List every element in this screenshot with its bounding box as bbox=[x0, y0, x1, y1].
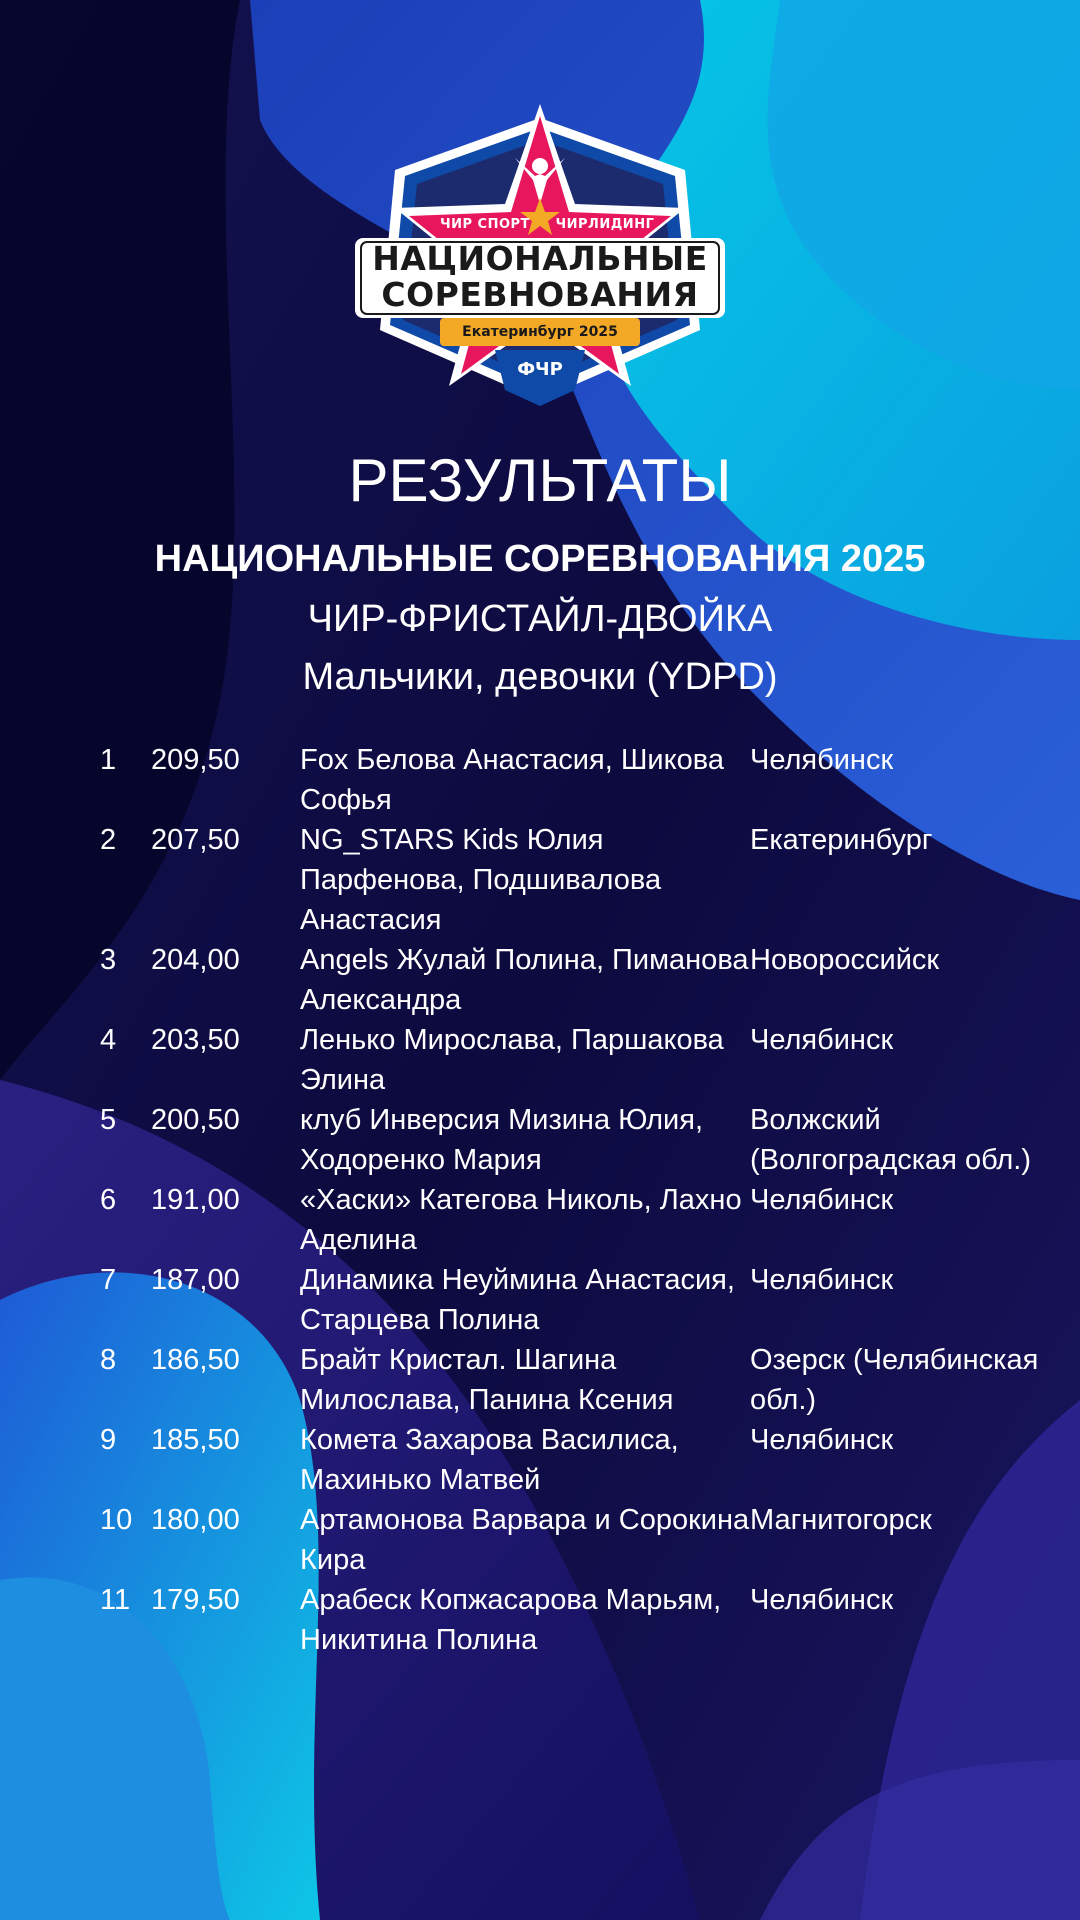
result-place: 4 bbox=[100, 1024, 117, 1056]
result-place: 9 bbox=[100, 1424, 117, 1456]
result-team: Комета Захарова Василиса, Махинько Матвей bbox=[300, 1424, 679, 1496]
result-city: Челябинск bbox=[750, 1264, 894, 1296]
result-score: 187,00 bbox=[151, 1264, 240, 1296]
logo-org: ФЧР bbox=[517, 359, 563, 380]
result-place: 11 bbox=[100, 1584, 131, 1616]
result-city: Челябинск bbox=[750, 1584, 894, 1616]
result-city: Волжский (Волгоградская обл.) bbox=[750, 1104, 1032, 1176]
event-logo bbox=[355, 100, 725, 420]
result-score: 186,50 bbox=[151, 1344, 240, 1376]
result-score: 207,50 bbox=[151, 824, 240, 856]
result-team: Ленько Мирослава, Паршакова Элина bbox=[300, 1024, 724, 1096]
result-row bbox=[0, 740, 1080, 820]
logo-title-line1: НАЦИОНАЛЬНЫЕ bbox=[372, 239, 708, 278]
result-row bbox=[0, 1500, 1080, 1580]
result-score: 204,00 bbox=[151, 944, 240, 976]
result-score: 209,50 bbox=[151, 744, 240, 776]
logo-cheer-sport-text: ЧИР СПОРТ bbox=[440, 217, 530, 232]
result-team: клуб Инверсия Мизина Юлия, Ходоренко Мария bbox=[300, 1104, 704, 1176]
result-row bbox=[0, 1340, 1080, 1420]
result-score: 180,00 bbox=[151, 1504, 240, 1536]
page-title: РЕЗУЛЬТАТЫ bbox=[348, 447, 732, 514]
result-place: 8 bbox=[100, 1344, 117, 1376]
result-place: 1 bbox=[100, 744, 117, 776]
result-row bbox=[0, 940, 1080, 1020]
logo-cheerleading-text: ЧИРЛИДИНГ bbox=[555, 217, 655, 232]
result-place: 7 bbox=[100, 1264, 117, 1296]
result-city: Челябинск bbox=[750, 1424, 894, 1456]
result-team: Fox Белова Анастасия, Шикова Софья bbox=[300, 744, 724, 816]
result-city: Челябинск bbox=[750, 1184, 894, 1216]
result-score: 191,00 bbox=[151, 1184, 240, 1216]
result-place: 10 bbox=[100, 1504, 133, 1536]
result-team: Артамонова Варвара и Сорокина Кира bbox=[300, 1504, 750, 1576]
result-row bbox=[0, 1580, 1080, 1660]
result-team: Динамика Неуймина Анастасия, Старцева Полина bbox=[300, 1264, 735, 1336]
result-team: Angels Жулай Полина, Пиманова Александра bbox=[300, 944, 749, 1016]
result-place: 2 bbox=[100, 824, 117, 856]
result-city: Новороссийск bbox=[750, 944, 940, 976]
results-table bbox=[0, 740, 1080, 1660]
result-team: Арабеск Копжасарова Марьям, Никитина Полина bbox=[300, 1584, 722, 1656]
result-row bbox=[0, 1180, 1080, 1260]
event-title: НАЦИОНАЛЬНЫЕ СОРЕВНОВАНИЯ 2025 bbox=[154, 538, 926, 580]
result-city: Екатеринбург bbox=[750, 824, 933, 856]
result-city: Магнитогорск bbox=[750, 1504, 932, 1536]
result-row bbox=[0, 1420, 1080, 1500]
logo-city: Екатеринбург 2025 bbox=[462, 324, 618, 340]
result-row bbox=[0, 820, 1080, 940]
result-row bbox=[0, 1260, 1080, 1340]
result-city: Челябинск bbox=[750, 744, 894, 776]
result-place: 6 bbox=[100, 1184, 117, 1216]
result-place: 5 bbox=[100, 1104, 117, 1136]
result-city: Челябинск bbox=[750, 1024, 894, 1056]
result-team: Брайт Кристал. Шагина Милослава, Панина Ксения bbox=[300, 1344, 674, 1416]
result-score: 203,50 bbox=[151, 1024, 240, 1056]
result-team: «Хаски» Категова Николь, Лахно Аделина bbox=[300, 1184, 742, 1256]
result-row bbox=[0, 1100, 1080, 1180]
result-score: 185,50 bbox=[151, 1424, 240, 1456]
result-score: 179,50 bbox=[151, 1584, 240, 1616]
result-place: 3 bbox=[100, 944, 117, 976]
result-city: Озерск (Челябинская обл.) bbox=[750, 1344, 1039, 1416]
result-team: NG_STARS Kids Юлия Парфенова, Подшивалова Анастасия bbox=[300, 824, 662, 936]
category-title: ЧИР-ФРИСТАЙЛ-ДВОЙКА bbox=[307, 598, 773, 640]
result-row bbox=[0, 1020, 1080, 1100]
result-score: 200,50 bbox=[151, 1104, 240, 1136]
logo-title-line2: СОРЕВНОВАНИЯ bbox=[381, 275, 699, 314]
age-group-title: Мальчики, девочки (YDPD) bbox=[302, 656, 778, 698]
